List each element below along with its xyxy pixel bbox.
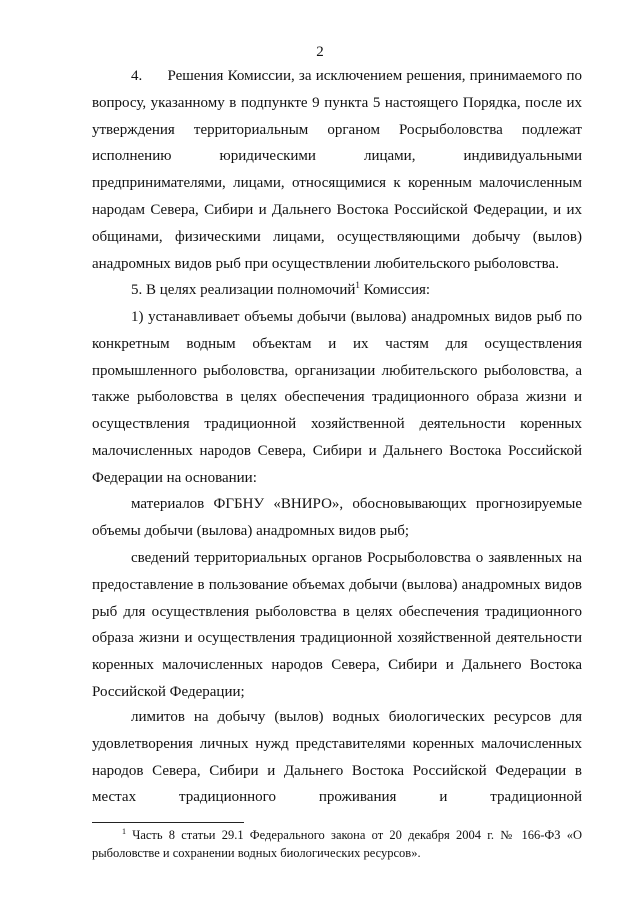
footnote-mark: 1 [122,827,126,836]
footnote-reference: 1 [355,280,360,290]
footnote-text: Часть 8 статьи 29.1 Федерального закона от 20 декабря 2004 г. № 166-ФЗ «О рыболовстве и сохранении водных биологических ресурсов». [92,828,582,860]
paragraph-5-text-end: Комиссия: [359,282,431,298]
footnote [92,826,582,862]
paragraph-5-1-materials: материалов ФГБНУ «ВНИРО», обосновывающих прогнозируемые объемы добычи (вылова) анадромных видов рыб; [92,496,582,539]
paragraph-5-text: 5. В целях реализации полномочий [131,282,356,298]
paragraph-5-intro [92,277,582,304]
paragraph-4: 4. Решения Комиссии, за исключением решения, принимаемого по вопросу, указанному в подпункте 9 пункта 5 настоящего Порядка, после их утверждения территориальным органом Росрыболовства подлежат исполнению юридическими лицами, индивидуальными предпринимателями, лицами, относящимися к коренным малочисленным народам Севера, Сибири и Дальнего Востока Российской Федерации, и их общинами, физическими лицами, осуществляющими добычу (вылов) анадромных видов рыб при осуществлении любительского рыболовства. [92,68,582,272]
paragraph-5-1-limits: лимитов на добычу (вылов) водных биологических ресурсов для удовлетворения личных нужд представителями коренных малочисленных народов Севера, Сибири и Дальнего Востока Российской Федерации в местах традиционного проживания и традиционной [92,709,582,806]
page-number: 2 [316,44,324,60]
paragraph-5-1: 1) устанавливает объемы добычи (вылова) анадромных видов рыб по конкретным водным объектам и их частям для осуществления промышленного рыболовства, организации любительского рыболовства, а также рыболовства в целях обеспечения традиционного образа жизни и осуществления традиционной хозяйственной деятельности коренных малочисленных народов Севера, Сибири и Дальнего Востока Российской Федерации на основании: [92,309,582,486]
paragraph-5-1-information: сведений территориальных органов Росрыболовства о заявленных на предоставление в пользование объемах добычи (вылова) анадромных видов рыб для осуществления рыболовства в целях обеспечения традиционного образа жизни и осуществления традиционной хозяйственной деятельности коренных малочисленных народов Севера, Сибири и Дальнего Востока Российской Федерации; [92,550,582,700]
footnote-separator [92,822,244,823]
